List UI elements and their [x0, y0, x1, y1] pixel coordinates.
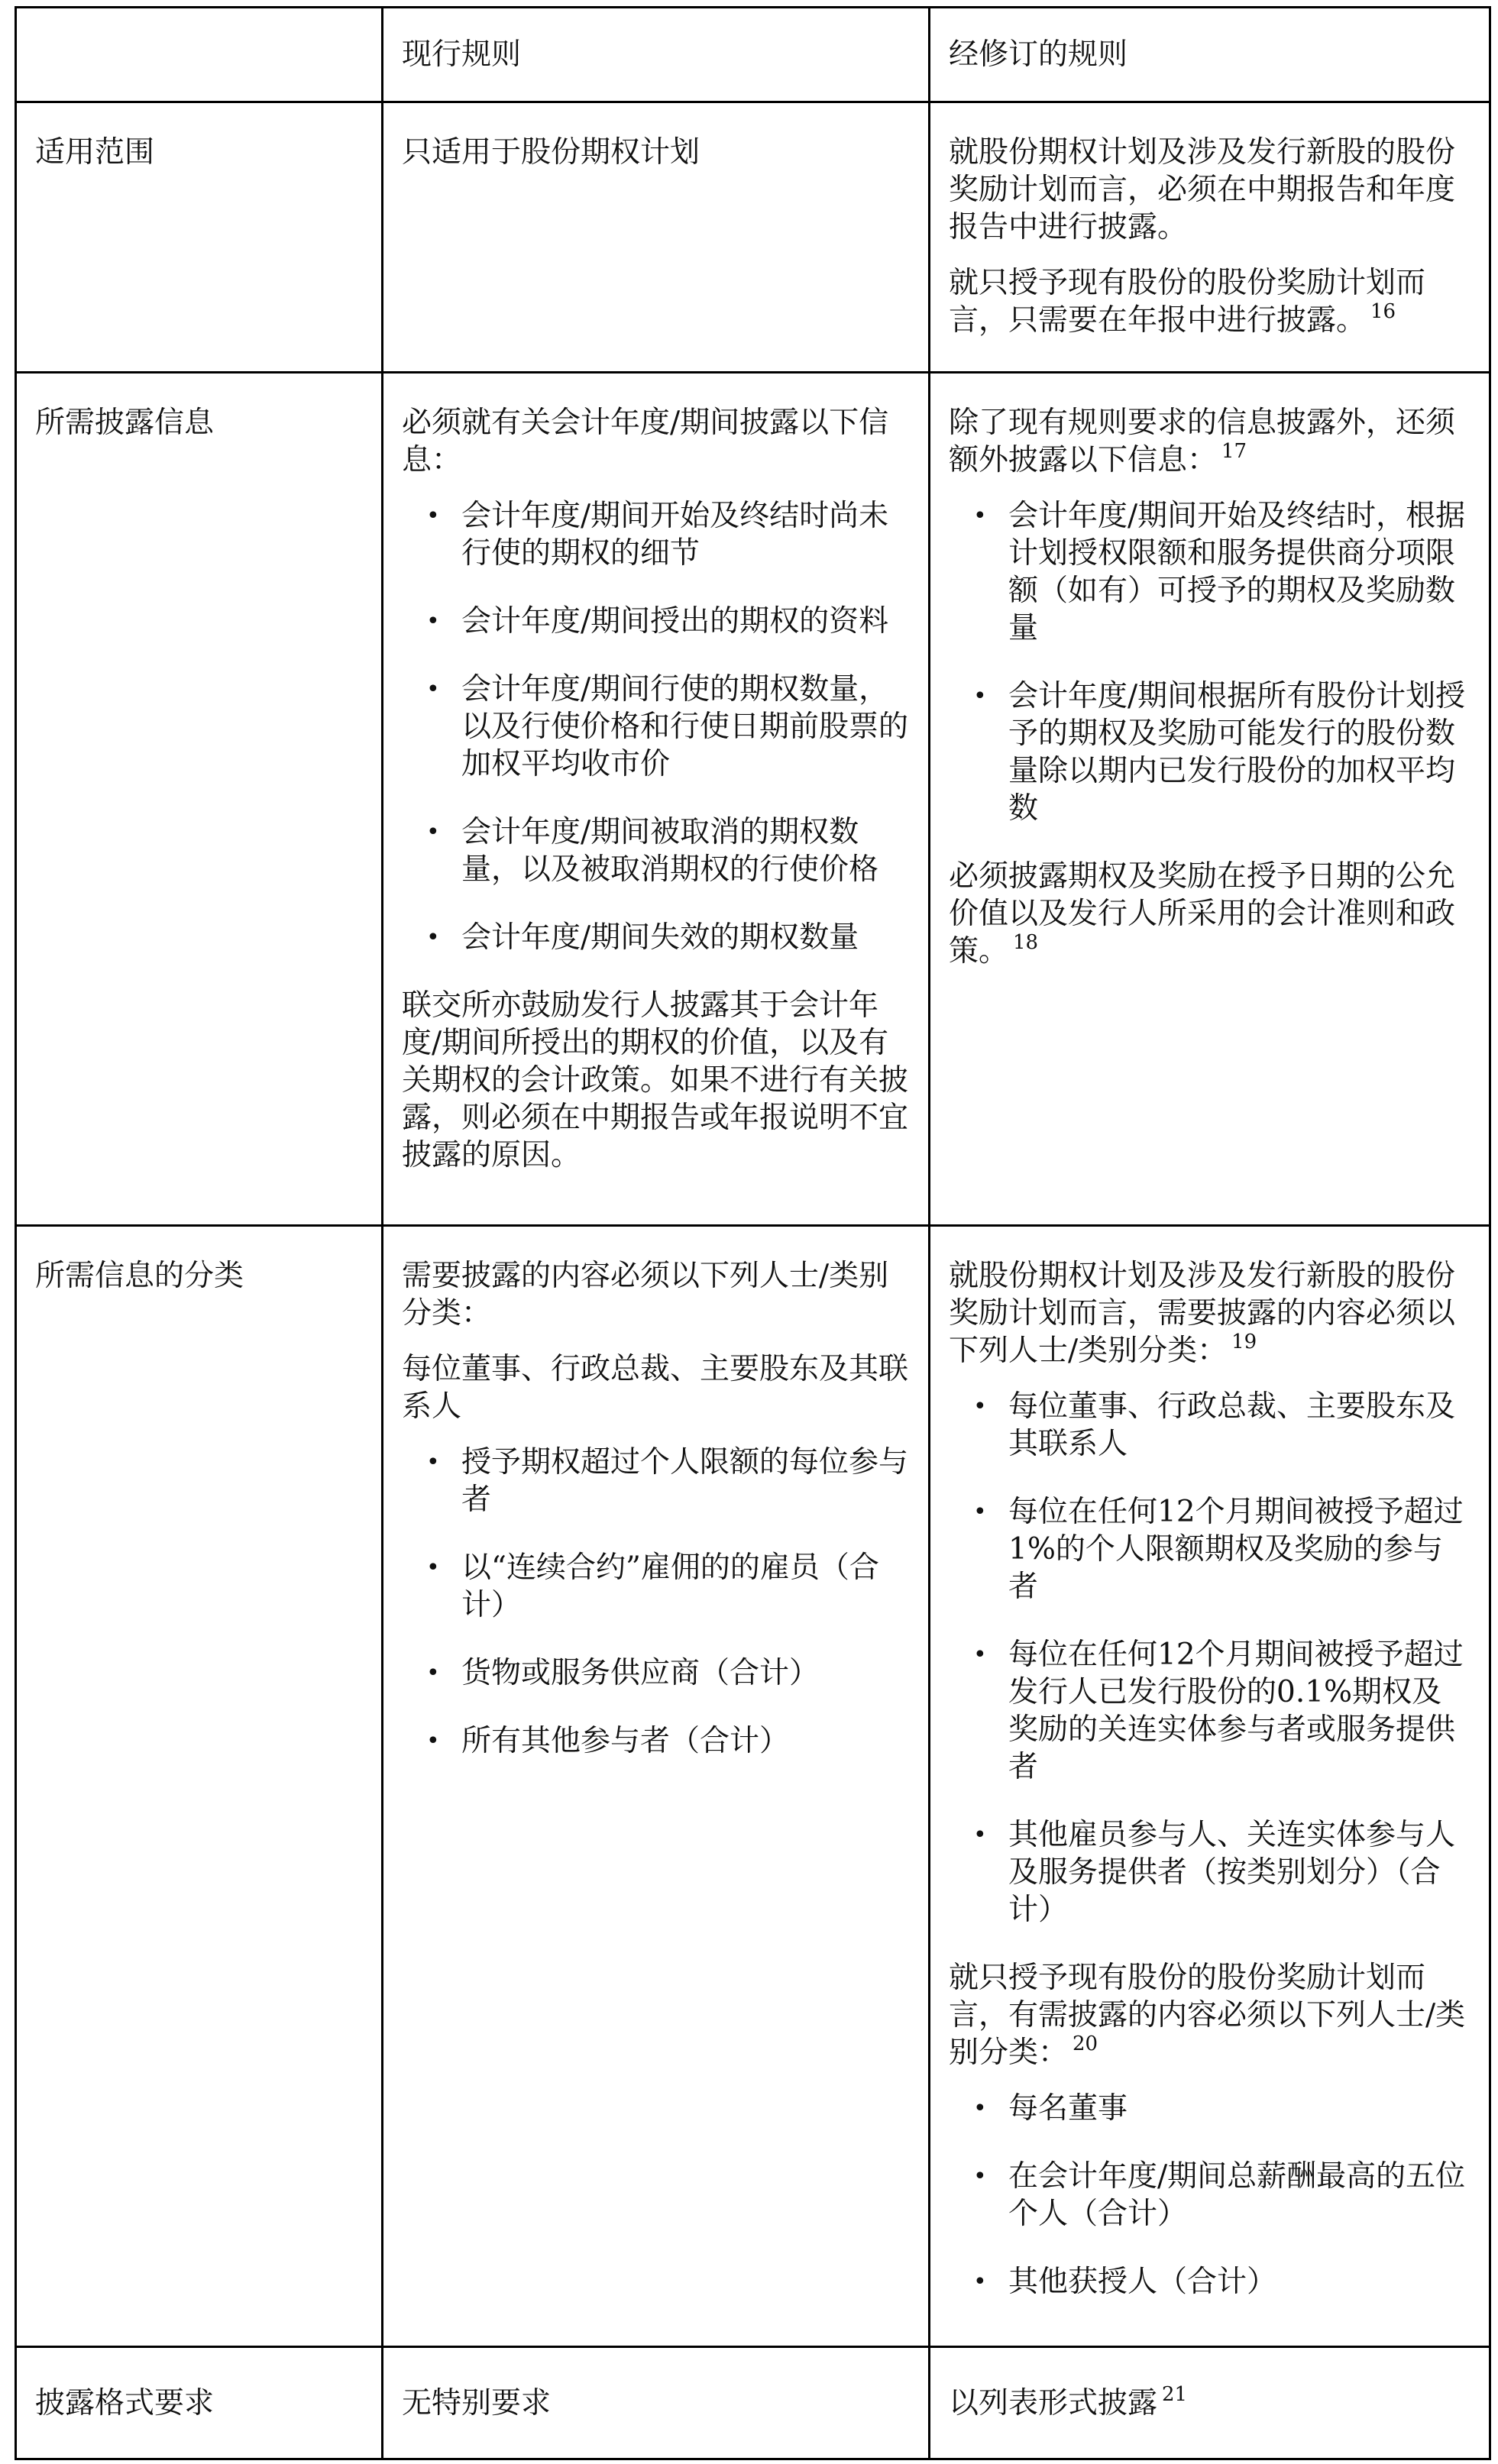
- scope-row: [16, 102, 1490, 373]
- list-item: • 会计年度/期间开始及终结时，根据计划授权限额和服务提供商分项限额（如有）可授予的期权及奖励数量: [1008, 497, 1470, 647]
- info-revised-cell: [930, 373, 1490, 1226]
- footnote-ref-20: 20: [1073, 2032, 1098, 2055]
- list-item: • 会计年度/期间授出的期权的资料: [461, 603, 910, 640]
- list-item: • 每位在任何12个月期间被授予超过1%的个人限额期权及奖励的参与者: [1008, 1493, 1470, 1605]
- category-label: 所需信息的分类: [16, 1226, 383, 2347]
- info-current-outro: 联交所亦鼓励发行人披露其于会计年度/期间所授出的期权的价值，以及有关期权的会计政策。如果不进行有关披露，则必须在中期报告或年报说明不宜披露的原因。: [402, 988, 909, 1172]
- category-current-cell: [383, 1226, 930, 2347]
- info-label: 所需披露信息: [16, 373, 383, 1226]
- category-revised-intro-text: 就股份期权计划及涉及发行新股的股份奖励计划而言，需要披露的内容必须以下列人士/类别分类：: [949, 1259, 1456, 1368]
- header-row: [16, 8, 1490, 102]
- header-revised-rules: 经修订的规则: [930, 8, 1490, 102]
- scope-revised-para2: [949, 264, 1470, 339]
- footnote-ref-19: 19: [1231, 1331, 1257, 1353]
- list-item: • 会计年度/期间失效的期权数量: [461, 919, 910, 956]
- list-item: • 所有其他参与者（合计）: [461, 1722, 910, 1760]
- category-revised-cell: [930, 1226, 1490, 2347]
- header-current-rules: 现行规则: [383, 8, 930, 102]
- format-revised-cell: [930, 2347, 1490, 2459]
- header-empty-cell: [16, 8, 383, 102]
- info-current-list: [402, 497, 910, 956]
- format-current: 无特别要求: [383, 2347, 930, 2459]
- list-item: • 授予期权超过个人限额的每位参与者: [461, 1444, 910, 1518]
- scope-revised-para2-text: 就只授予现有股份的股份奖励计划而言，只需要在年报中进行披露。: [949, 266, 1426, 338]
- scope-label: 适用范围: [16, 102, 383, 373]
- list-item: • 货物或服务供应商（合计）: [461, 1654, 910, 1692]
- list-item: • 其他雇员参与人、关连实体参与人及服务提供者（按类别划分）（合计）: [1008, 1816, 1470, 1929]
- rules-comparison-table: [15, 6, 1491, 2460]
- list-item: • 每位董事、行政总裁、主要股东及其联系人: [1008, 1388, 1470, 1463]
- info-current-intro: 必须就有关会计年度/期间披露以下信息：: [402, 406, 889, 477]
- category-revised-list-2: [949, 2090, 1470, 2301]
- format-label: 披露格式要求: [16, 2347, 383, 2459]
- scope-current-cell: [383, 102, 930, 373]
- disclosure-info-row: [16, 373, 1490, 1226]
- list-item: • 每名董事: [1008, 2090, 1470, 2127]
- category-revised-mid: [949, 1959, 1470, 2071]
- list-item: • 会计年度/期间被取消的期权数量，以及被取消期权的行使价格: [461, 813, 910, 888]
- list-item: • 其他获授人（合计）: [1008, 2263, 1470, 2301]
- list-item: • 每位在任何12个月期间被授予超过发行人已发行股份的0.1%期权及奖励的关连实体参与者或服务提供者: [1008, 1636, 1470, 1786]
- category-row: [16, 1226, 1490, 2347]
- footnote-ref-18: 18: [1013, 931, 1039, 954]
- footnote-ref-16: 16: [1370, 300, 1396, 323]
- format-row: [16, 2347, 1490, 2459]
- list-item: • 在会计年度/期间总薪酬最高的五位个人（合计）: [1008, 2158, 1470, 2233]
- scope-current-text: 只适用于股份期权计划: [402, 135, 700, 170]
- category-revised-mid-text: 就只授予现有股份的股份奖励计划而言，有需披露的内容必须以下列人士/类别分类：: [949, 1961, 1466, 2070]
- list-item: • 以“连续合约”雇佣的的雇员（合计）: [461, 1549, 910, 1624]
- list-item: • 会计年度/期间根据所有股份计划授予的期权及奖励可能发行的股份数量除以期内已发行股份的加权平均数: [1008, 677, 1470, 827]
- scope-revised-para1: 就股份期权计划及涉及发行新股的股份奖励计划而言，必须在中期报告和年度报告中进行披露。: [949, 135, 1456, 244]
- category-revised-list: [949, 1388, 1470, 1929]
- category-current-intro: 需要披露的内容必须以下列人士/类别分类：: [402, 1259, 889, 1331]
- info-revised-intro: [949, 404, 1470, 479]
- category-revised-intro: [949, 1257, 1470, 1369]
- info-revised-list: [949, 497, 1470, 827]
- info-current-cell: [383, 373, 930, 1226]
- info-revised-intro-text: 除了现有规则要求的信息披露外，还须额外披露以下信息：: [949, 406, 1456, 477]
- list-item: • 会计年度/期间行使的期权数量，以及行使价格和行使日期前股票的加权平均收市价: [461, 671, 910, 783]
- footnote-ref-17: 17: [1221, 440, 1247, 463]
- format-revised-text: 以列表形式披露: [949, 2385, 1158, 2420]
- footnote-ref-21: 21: [1162, 2382, 1188, 2406]
- list-item: • 会计年度/期间开始及终结时尚未行使的期权的细节: [461, 497, 910, 572]
- info-revised-outro: [949, 858, 1470, 970]
- category-current-sub: 每位董事、行政总裁、主要股东及其联系人: [402, 1352, 909, 1424]
- info-revised-outro-text: 必须披露期权及奖励在授予日期的公允价值以及发行人所采用的会计准则和政策。: [949, 859, 1456, 968]
- category-current-list: [402, 1444, 910, 1760]
- scope-revised-cell: [930, 102, 1490, 373]
